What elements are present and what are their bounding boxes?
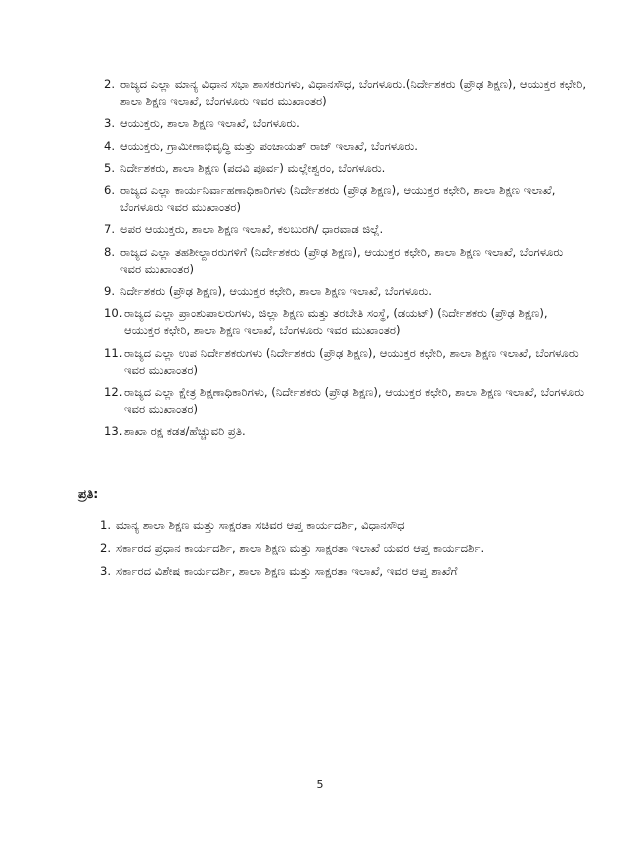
item-number: 1. <box>100 518 112 532</box>
list-item <box>104 423 586 440</box>
item-text: ಮಾನ್ಯ ಶಾಲಾ ಶಿಕ್ಷಣ ಮತ್ತು ಸಾಕ್ಷರತಾ ಸಚಿವರ ಆಪ್ತ ಕಾರ್ಯದರ್ಶಿ, ವಿಧಾನಸೌಧ <box>116 518 405 532</box>
list-item <box>100 563 588 580</box>
list-item <box>100 540 588 557</box>
list-item <box>104 138 586 155</box>
item-text: ರಾಜ್ಯದ ಎಲ್ಲಾ ತಹಶೀಲ್ದಾರರುಗಳಿಗೆ (ನಿರ್ದೇಶಕರು (ಪ್ರೌಢ ಶಿಕ್ಷಣ), ಆಯುಕ್ತರ ಕಛೇರಿ, ಶಾಲಾ ಶಿಕ್ಷಣ ಇಲಾಖೆ, ಬೆಂಗಳೂರು ಇವರ ಮುಖಾಂತರ) <box>120 244 564 276</box>
item-number: 3. <box>104 116 116 131</box>
item-number: 2. <box>104 77 116 91</box>
list-item <box>104 115 586 132</box>
item-text: ರಾಜ್ಯದ ಎಲ್ಲಾ ಮಾನ್ಯ ವಿಧಾನ ಸಭಾ ಶಾಸಕರುಗಳು, ವಿಧಾನಸೌಧ, ಬೆಂಗಳೂರು.(ನಿರ್ದೇಶಕರು (ಪ್ರೌಢ ಶಿಕ್ಷಣ), ಆಯುಕ್ತರ ಕಛೇರಿ, ಶಾಲಾ ಶಿಕ್ಷಣ ಇಲಾಖೆ, ಬೆಂಗಳೂರು ಇವರ ಮುಖಾಂತರ) <box>120 77 587 109</box>
item-number: 12. <box>104 385 123 400</box>
item-number: 10. <box>104 306 123 321</box>
item-number: 9. <box>104 284 116 299</box>
item-number: 8. <box>104 244 116 259</box>
item-number: 7. <box>104 222 116 237</box>
list-item <box>104 283 586 300</box>
item-text: ಆಯುಕ್ತರು, ಗ್ರಾಮೀಣಾಭಿವೃದ್ಧಿ ಮತ್ತು ಪಂಚಾಯತ್ ರಾಜ್ ಇಲಾಖೆ, ಬೆಂಗಳೂರು. <box>120 138 418 153</box>
item-text: ಆಯುಕ್ತರು, ಶಾಲಾ ಶಿಕ್ಷಣ ಇಲಾಖೆ, ಬೆಂಗಳೂರು. <box>120 116 300 131</box>
list-item <box>104 160 586 177</box>
item-number: 13. <box>104 424 123 439</box>
list-item <box>100 517 588 534</box>
list-item <box>104 345 586 379</box>
item-number: 4. <box>104 138 116 153</box>
item-number: 2. <box>100 541 112 556</box>
item-text: ರಾಜ್ಯದ ಎಲ್ಲಾ ಕಾರ್ಯನಿರ್ವಾಹಣಾಧಿಕಾರಿಗಳು (ನಿರ್ದೇಶಕರು (ಪ್ರೌಢ ಶಿಕ್ಷಣ), ಆಯುಕ್ತರ ಕಛೇರಿ, ಶಾಲಾ ಶಿಕ್ಷಣ ಇಲಾಖೆ, ಬೆಂಗಳೂರು ಇವರ ಮುಖಾಂತರ) <box>120 183 556 215</box>
item-text: ಸರ್ಕಾರದ ವಿಶೇಷ ಕಾರ್ಯದರ್ಶಿ, ಶಾಲಾ ಶಿಕ್ಷಣ ಮತ್ತು ಸಾಕ್ಷರತಾ ಇಲಾಖೆ, ಇವರ ಆಪ್ತ ಶಾಖೆಗೆ <box>116 564 458 579</box>
item-text: ರಾಜ್ಯದ ಎಲ್ಲಾ ಪ್ರಾಂಶುಪಾಲರುಗಳು, ಜಿಲ್ಲಾ ಶಿಕ್ಷಣ ಮತ್ತು ತರಬೇತಿ ಸಂಸ್ಥೆ, (ಡಯಟ್) (ನಿರ್ದೇಶಕರು (ಪ್ರೌಢ ಶಿಕ್ಷಣ), ಆಯುಕ್ತರ ಕಛೇರಿ, ಶಾಲಾ ಶಿಕ್ಷಣ ಇಲಾಖೆ, ಬೆಂಗಳೂರು ಇವರ ಮುಖಾಂತರ) <box>124 306 548 338</box>
item-text: ಅಪರ ಆಯುಕ್ತರು, ಶಾಲಾ ಶಿಕ್ಷಣ ಇಲಾಖೆ, ಕಲಬುರಗಿ/ ಧಾರವಾಡ ಜಿಲ್ಲೆ. <box>120 222 384 237</box>
item-text: ನಿರ್ದೇಶಕರು (ಪ್ರೌಢ ಶಿಕ್ಷಣ), ಆಯುಕ್ತರ ಕಛೇರಿ, ಶಾಲಾ ಶಿಕ್ಷಣ ಇಲಾಖೆ, ಬೆಂಗಳೂರು. <box>120 284 432 299</box>
list-item <box>104 182 586 216</box>
list-item <box>104 244 586 278</box>
item-text: ರಾಜ್ಯದ ಎಲ್ಲಾ ಕ್ಷೇತ್ರ ಶಿಕ್ಷಣಾಧಿಕಾರಿಗಳು, (ನಿರ್ದೇಶಕರು (ಪ್ರೌಢ ಶಿಕ್ಷಣ), ಆಯುಕ್ತರ ಕಛೇರಿ, ಶಾಲಾ ಶಿಕ್ಷಣ ಇಲಾಖೆ, ಬೆಂಗಳೂರು ಇವರ ಮುಖಾಂತರ) <box>124 385 585 417</box>
list-item <box>104 76 586 110</box>
item-text: ಶಾಖಾ ರಕ್ಷ ಕಡತ/ಹೆಚ್ಚುವರಿ ಪ್ರತಿ. <box>124 424 246 439</box>
list-item <box>104 305 586 339</box>
item-text: ರಾಜ್ಯದ ಎಲ್ಲಾ ಉಪ ನಿರ್ದೇಶಕರುಗಳು (ನಿರ್ದೇಶಕರು (ಪ್ರೌಢ ಶಿಕ್ಷಣ), ಆಯುಕ್ತರ ಕಛೇರಿ, ಶಾಲಾ ಶಿಕ್ಷಣ ಇಲಾಖೆ, ಬೆಂಗಳೂರು ಇವರ ಮುಖಾಂತರ) <box>124 345 579 377</box>
copy-heading: ಪ್ರತಿ: <box>78 486 99 501</box>
item-text: ಸರ್ಕಾರದ ಪ್ರಧಾನ ಕಾರ್ಯದರ್ಶಿ, ಶಾಲಾ ಶಿಕ್ಷಣ ಮತ್ತು ಸಾಕ್ಷರತಾ ಇಲಾಖೆ ಯವರ ಆಪ್ತ ಕಾರ್ಯದರ್ಶಿ. <box>116 541 485 556</box>
item-number: 11. <box>104 345 123 360</box>
item-number: 6. <box>104 183 116 198</box>
item-number: 5. <box>104 160 116 175</box>
page-number: 5 <box>316 778 324 791</box>
item-number: 3. <box>100 564 112 579</box>
list-item <box>104 221 586 238</box>
item-text: ನಿರ್ದೇಶಕರು, ಶಾಲಾ ಶಿಕ್ಷಣ (ಪದವಿ ಪೂರ್ವ) ಮಲ್ಲೇಶ್ವರಂ, ಬೆಂಗಳೂರು. <box>120 160 386 175</box>
recipient-list <box>104 76 586 446</box>
copy-list <box>100 517 588 587</box>
list-item <box>104 384 586 418</box>
